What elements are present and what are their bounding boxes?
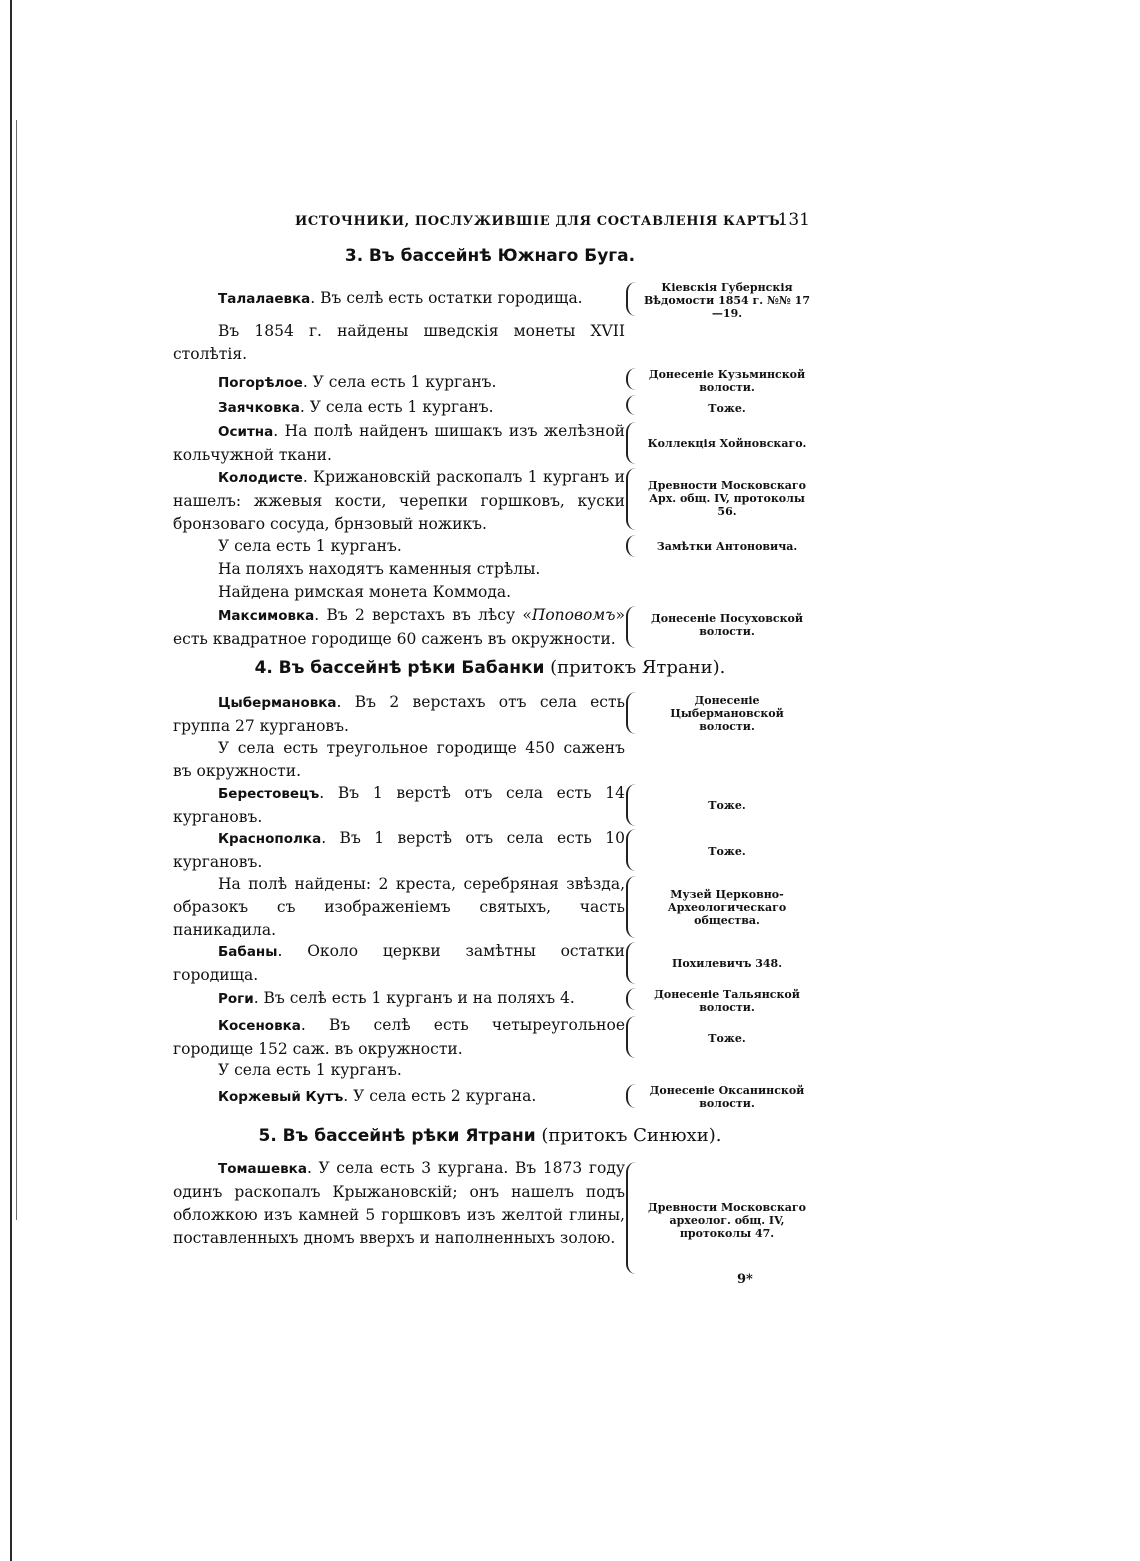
- entry-note: У села есть 1 курганъ.: [218, 1061, 402, 1079]
- brace: [626, 422, 640, 464]
- section-heading: 5. Въ бассейнѣ рѣки Ятрани (притокъ Синюхи).: [258, 1125, 722, 1146]
- source-note: Донесеніе Оксанинской волости.: [649, 1084, 805, 1110]
- brace: [626, 1084, 640, 1108]
- source-note: Донесеніе Посуховской волости.: [650, 612, 804, 638]
- source-note: Древности Московскаго Арх. общ. IV, протоколы 56.: [648, 478, 806, 518]
- brace: [626, 535, 640, 557]
- entry-note: На поляхъ находятъ каменныя стрѣлы.: [218, 560, 541, 578]
- page-number: 131: [777, 210, 810, 230]
- page-edge-shadow: [16, 120, 17, 1220]
- entry-note: Найдена римская монета Коммода.: [218, 583, 512, 601]
- brace: [626, 606, 640, 648]
- brace: [626, 1016, 640, 1058]
- brace: [626, 395, 640, 415]
- source-note: Кіевскія Губернскія Вѣдомости 1854 г. №№ 17—19.: [644, 280, 810, 320]
- source-note: Тоже.: [708, 844, 746, 858]
- brace: [626, 876, 640, 938]
- brace: [626, 942, 640, 984]
- brace: [626, 988, 640, 1010]
- book-page: ИСТОЧНИКИ, ПОСЛУЖИВШІЕ ДЛЯ СОСТАВЛЕНІЯ КАРТЪ. 131 3. Въ бассейнѣ Южнаго Буга. Талалаевка. Въ селѣ есть остатки городища. Въ 1854 г. найдены шведскія монеты XVII столѣтія. Кіевскія Губернскія Вѣдомости 1854 г. №№ 17—19. Погорѣлое. У села есть 1 курганъ. Донесеніе Кузьминской волости. Заячковка. У села есть 1 курганъ. Тоже. Оситна. На полѣ найденъ шишакъ изъ желѣзной кольчужной ткани. Коллекція Хойновскаго. Колодисте. Крижановскій раскопалъ 1 курганъ и нашелъ: жжевыя кости, черепки горшковъ, куски бронзоваго сосуда, брнзовый ножикъ. Древности Московскаго Арх. общ. IV, протоколы 56. У села есть 1 курганъ. Замѣтки Антоновича. На поляхъ находятъ каменныя стрѣлы. Найдена римская монета Коммода. Максимовка. Въ 2 верстахъ въ лѣсу «Поповомъ» есть квадратное городище 60 саженъ въ окружности. Донесеніе Посуховской волости. 4. Въ бассейнѣ рѣки Бабанки (притокъ Ятрани). Цыбермановка. Въ 2 верстахъ отъ села есть группа 27 кургановъ. У села есть треугольное городище 450 саженъ въ окружности. Донесеніе Цыбермановской волости. Берестовецъ. Въ 1 верстѣ отъ села есть 14 кургановъ. Тоже. Краснополка. Въ 1 верстѣ отъ села есть 10 кургановъ. Тоже. На полѣ найдены: 2 креста, серебряная звѣзда, образокъ съ изображеніемъ святыхъ, часть паникадила. Музей Церковно-Археологическаго общества. Бабаны. Около церкви замѣтны остатки городища. Похилевичъ 348. Роги. Въ селѣ есть 1 курганъ и на поляхъ 4. Донесеніе Тальянской волости. Косеновка. Въ селѣ есть четыреугольное городище 152 саж. въ окружности. Тоже. У села есть 1 курганъ. Коржевый Кутъ. У села есть 2 кургана. Донесеніе Оксанинской волости. 5. Въ бассейнѣ рѣки Ятрани (притокъ Синюхи). Томашевка. У села есть 3 кургана. Въ 1873 году одинъ раскопалъ Крыжановскій; онъ нашелъ подъ обложкою изъ камней 5 горшковъ изъ желтой глины, поставленныхъ дномъ вверхъ и наполненныхъ золою. Древности Московскаго археолог. общ. IV, протоколы 47. 9*: [0, 0, 1140, 1561]
- source-note: Донесеніе Тальянской волости.: [654, 988, 800, 1014]
- source-note: Донесеніе Кузьминской волости.: [648, 368, 806, 394]
- source-note: Древности Московскаго археолог. общ. IV, протоколы 47.: [648, 1200, 806, 1240]
- printer-signature: 9*: [737, 1272, 753, 1287]
- brace: [626, 829, 640, 871]
- source-note: Коллекція Хойновскаго.: [647, 436, 807, 450]
- brace: [626, 282, 640, 316]
- page-header: [295, 210, 810, 238]
- source-note: Музей Церковно-Археологическаго общества.: [667, 887, 787, 927]
- page-edge-line: [10, 0, 12, 1561]
- brace: [626, 692, 640, 734]
- brace: [626, 1162, 640, 1274]
- brace: [626, 368, 640, 390]
- source-note: Тоже.: [708, 1031, 746, 1045]
- section-heading: 3. Въ бассейнѣ Южнаго Буга.: [344, 246, 636, 266]
- brace: [626, 784, 640, 826]
- source-note: Тоже.: [708, 798, 746, 812]
- source-note: Тоже.: [708, 401, 746, 415]
- source-note: Замѣтки Антоновича.: [656, 539, 798, 553]
- section-heading: 4. Въ бассейнѣ рѣки Бабанки (притокъ Ятрани).: [254, 657, 726, 678]
- running-title: ИСТОЧНИКИ, ПОСЛУЖИВШІЕ ДЛЯ СОСТАВЛЕНІЯ КАРТЪ.: [295, 214, 786, 229]
- source-note: Донесеніе Цыбермановской волости.: [670, 693, 784, 733]
- brace: [626, 468, 640, 530]
- source-note: Похилевичъ 348.: [671, 956, 783, 970]
